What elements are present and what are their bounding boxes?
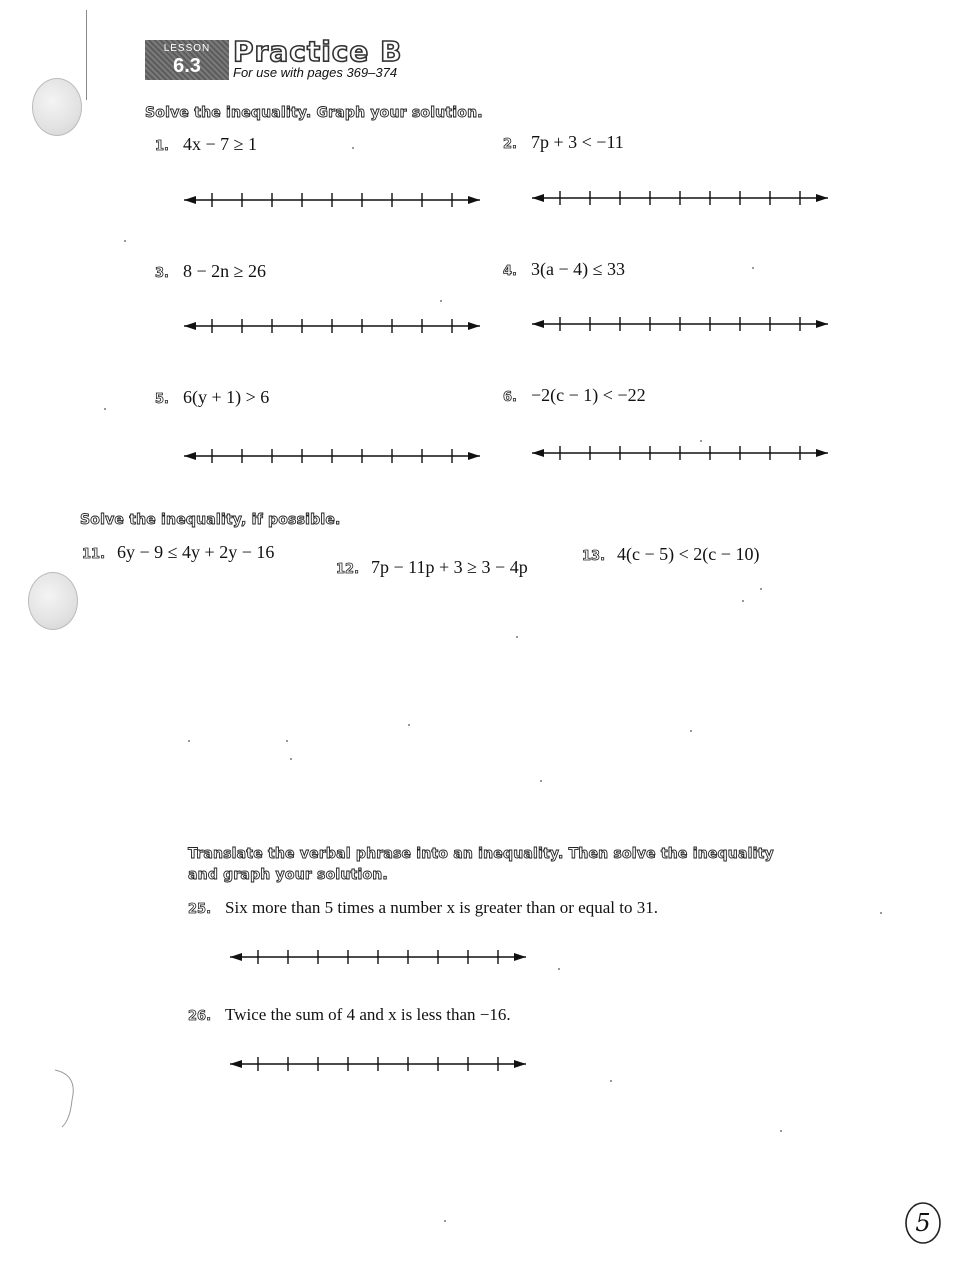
left-arrowhead [230, 953, 242, 961]
number-line-2[interactable] [530, 188, 830, 208]
problem-number: 25. [188, 902, 212, 917]
right-arrowhead [468, 196, 480, 204]
problem-expression: 7p + 3 < −11 [530, 132, 624, 152]
binder-hole-bottom-outline [50, 1065, 90, 1135]
problem-25 [188, 898, 658, 918]
right-arrowhead [816, 449, 828, 457]
scan-speck [444, 1220, 446, 1222]
number-line-25[interactable] [228, 947, 528, 967]
problem-26 [188, 1005, 511, 1025]
scan-speck [408, 724, 410, 726]
scan-speck [558, 968, 560, 970]
problem-6 [503, 385, 646, 406]
problem-expression: −2(c − 1) < −22 [530, 385, 646, 405]
scan-speck [752, 267, 754, 269]
problem-expression: 3(a − 4) ≤ 33 [530, 259, 625, 279]
scan-speck [880, 912, 882, 914]
problem-11 [82, 542, 274, 563]
scan-speck [352, 147, 354, 149]
number-line-6[interactable] [530, 443, 830, 463]
problem-expression: 8 − 2n ≥ 26 [182, 261, 267, 281]
problem-expression: 7p − 11p + 3 ≥ 3 − 4p [371, 557, 528, 577]
scan-speck [760, 588, 762, 590]
right-arrowhead [468, 322, 480, 330]
number-line-4[interactable] [530, 314, 830, 334]
right-arrowhead [816, 320, 828, 328]
problem-number: 6. [503, 390, 517, 405]
scan-speck [124, 240, 126, 242]
left-arrowhead [532, 449, 544, 457]
problem-12 [336, 557, 528, 578]
scan-speck [286, 740, 288, 742]
problem-number: 12. [336, 562, 360, 577]
problem-number: 11. [82, 547, 106, 562]
number-line-26[interactable] [228, 1054, 528, 1074]
scan-speck [742, 600, 744, 602]
lesson-number: 6.3 [173, 55, 201, 77]
scan-speck [440, 300, 442, 302]
problem-5 [155, 387, 269, 408]
problem-text: Six more than 5 times a number x is greater than or equal to 31. [225, 898, 658, 917]
number-line-5[interactable] [182, 446, 482, 466]
handwritten-page-number [903, 1200, 943, 1246]
problem-expression: 4x − 7 ≥ 1 [182, 134, 258, 154]
left-arrowhead [184, 196, 196, 204]
problem-text: Twice the sum of 4 and x is less than −16. [225, 1005, 511, 1024]
problem-2 [503, 132, 624, 153]
scan-speck [290, 758, 292, 760]
problem-number: 5. [155, 392, 169, 407]
right-arrowhead [514, 953, 526, 961]
problem-number: 3. [155, 266, 169, 281]
right-arrowhead [468, 452, 480, 460]
section3-instruction-line1: Translate the verbal phrase into an inequality. Then solve the inequality [188, 846, 774, 862]
number-line-3[interactable] [182, 316, 482, 336]
scan-speck [104, 408, 106, 410]
left-arrowhead [532, 320, 544, 328]
problem-4 [503, 259, 625, 280]
left-arrowhead [184, 322, 196, 330]
problem-number: 1. [155, 139, 169, 154]
problem-expression: 4(c − 5) < 2(c − 10) [617, 544, 760, 564]
right-arrowhead [816, 194, 828, 202]
problem-number: 4. [503, 264, 517, 279]
problem-expression: 6y − 9 ≤ 4y + 2y − 16 [117, 542, 275, 562]
problem-number: 13. [582, 549, 606, 564]
problem-expression: 6(y + 1) > 6 [182, 387, 270, 407]
page-number-text: 5 [915, 1209, 931, 1237]
scan-speck [516, 636, 518, 638]
problem-number: 26. [188, 1009, 212, 1024]
section2-instruction: Solve the inequality, if possible. [80, 512, 341, 528]
scan-speck [188, 740, 190, 742]
scan-speck [780, 1130, 782, 1132]
scan-speck [610, 1080, 612, 1082]
scan-speck [700, 440, 702, 442]
page-title: Practice B [233, 35, 403, 68]
right-arrowhead [514, 1060, 526, 1068]
scan-speck [690, 730, 692, 732]
problem-1 [155, 134, 257, 155]
lesson-badge [145, 40, 229, 80]
lesson-label: LESSON [163, 43, 211, 54]
binder-hole-top [32, 78, 82, 136]
problem-3 [155, 261, 266, 282]
left-arrowhead [532, 194, 544, 202]
section3-instruction-line2: and graph your solution. [188, 867, 388, 883]
problem-13 [582, 544, 759, 565]
section1-instruction: Solve the inequality. Graph your solution. [145, 105, 483, 121]
number-line-1[interactable] [182, 190, 482, 210]
left-margin-line [86, 10, 87, 100]
page-subtitle: For use with pages 369–374 [233, 65, 398, 80]
scan-speck [540, 780, 542, 782]
left-arrowhead [230, 1060, 242, 1068]
binder-hole-middle [28, 572, 78, 630]
problem-number: 2. [503, 137, 517, 152]
left-arrowhead [184, 452, 196, 460]
